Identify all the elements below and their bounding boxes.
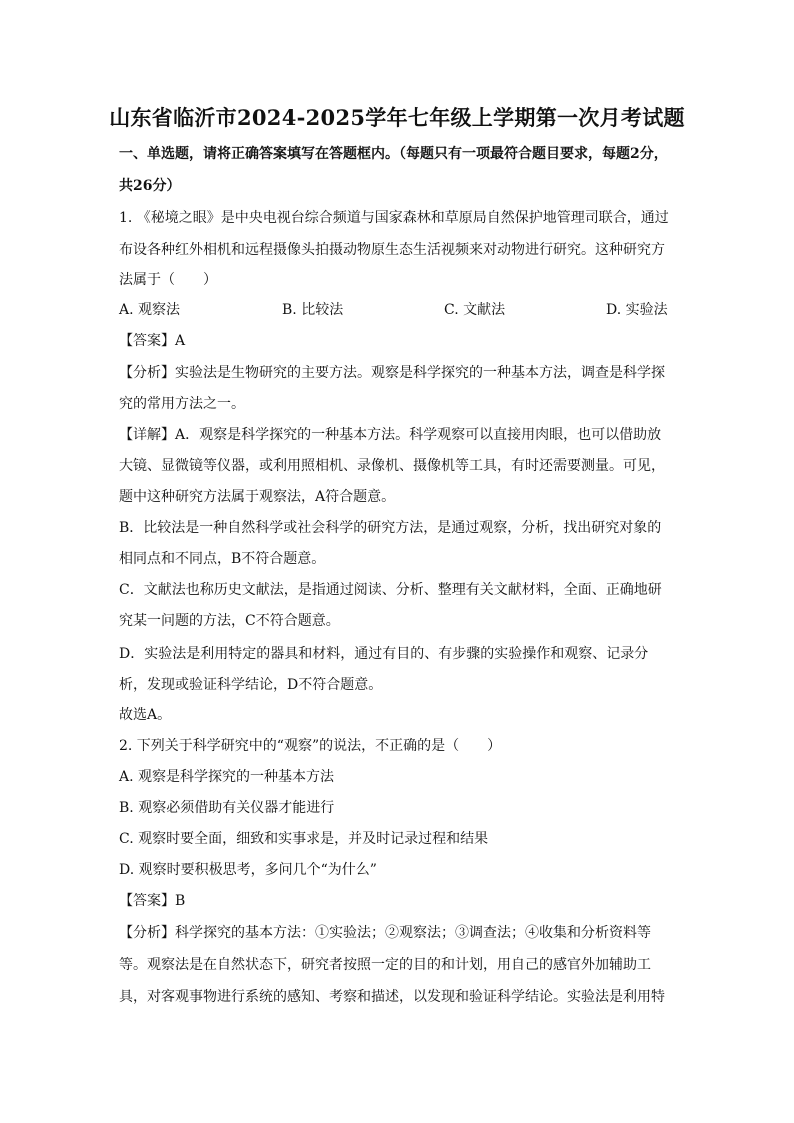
- q2-analysis-line: 【分析】科学探究的基本方法：①实验法；②观察法；③调查法；④收集和分析资料等: [119, 925, 651, 941]
- q2-stem: 2. 下列关于科学研究中的“观察”的说法，不正确的是（ ）: [119, 738, 502, 754]
- q1-option-c: C. 文献法: [444, 302, 506, 318]
- q2-option-c: C. 观察时要全面，细致和实事求是，并及时记录过程和结果: [119, 831, 489, 847]
- section-instruction-cont: 共26分）: [119, 178, 181, 194]
- q1-answer: 【答案】A: [119, 333, 186, 349]
- q1-option-b: B. 比较法: [282, 302, 344, 318]
- q1-stem-line: 法属于（ ）: [119, 272, 217, 288]
- q1-detail-line: 析，发现或验证科学结论，D不符合题意。: [119, 677, 383, 693]
- section-instruction: 一、单选题，请将正确答案填写在答题框内。（每题只有一项最符合题目要求，每题2分，: [119, 146, 668, 162]
- q1-detail-line: B．比较法是一种自然科学或社会科学的研究方法，是通过观察，分析，找出研究对象的: [119, 520, 662, 536]
- q1-conclusion: 故选A。: [119, 707, 172, 723]
- q1-detail-line: 大镜、显微镜等仪器，或利用照相机、录像机、摄像机等工具，有时还需要测量。可见，: [119, 458, 665, 474]
- q1-detail-line: 相同点和不同点，B不符合题意。: [119, 551, 326, 567]
- q1-detail-line: 究某一问题的方法，C不符合题意。: [119, 613, 340, 629]
- q1-detail-line: 【详解】A．观察是科学探究的一种基本方法。科学观察可以直接用肉眼，也可以借助放: [119, 427, 662, 443]
- q1-analysis-line: 【分析】实验法是生物研究的主要方法。观察是科学探究的一种基本方法，调查是科学探: [119, 365, 665, 381]
- q2-option-b: B. 观察必须借助有关仪器才能进行: [119, 800, 335, 816]
- q2-option-a: A. 观察是科学探究的一种基本方法: [119, 769, 335, 785]
- q1-detail-line: 题中这种研究方法属于观察法，A符合题意。: [119, 489, 396, 505]
- q1-detail-line: C．文献法也称历史文献法，是指通过阅读、分析、整理有关文献材料，全面、正确地研: [119, 582, 662, 598]
- q2-option-d: D. 观察时要积极思考，多问几个“为什么”: [119, 862, 377, 878]
- q2-analysis-line: 具，对客观事物进行系统的感知、考察和描述，以发现和验证科学结论。实验法是利用特: [119, 989, 665, 1005]
- page-title: 山东省临沂市2024-2025学年七年级上学期第一次月考试题: [109, 105, 685, 130]
- q2-answer: 【答案】B: [119, 893, 186, 909]
- q1-option-d: D. 实验法: [606, 302, 668, 318]
- q2-analysis-line: 等。观察法是在自然状态下，研究者按照一定的目的和计划，用自己的感官外加辅助工: [119, 957, 651, 973]
- q1-analysis-line: 究的常用方法之一。: [119, 396, 245, 412]
- q1-detail-line: D．实验法是利用特定的器具和材料，通过有目的、有步骤的实验操作和观察、记录分: [119, 646, 649, 662]
- q1-stem-line: 布设各种红外相机和远程摄像头拍摄动物原生态生活视频来对动物进行研究。这种研究方: [119, 242, 665, 258]
- q1-stem-line: 1. 《秘境之眼》是中央电视台综合频道与国家森林和草原局自然保护地管理司联合，通过: [119, 210, 669, 226]
- q1-option-a: A. 观察法: [119, 302, 181, 318]
